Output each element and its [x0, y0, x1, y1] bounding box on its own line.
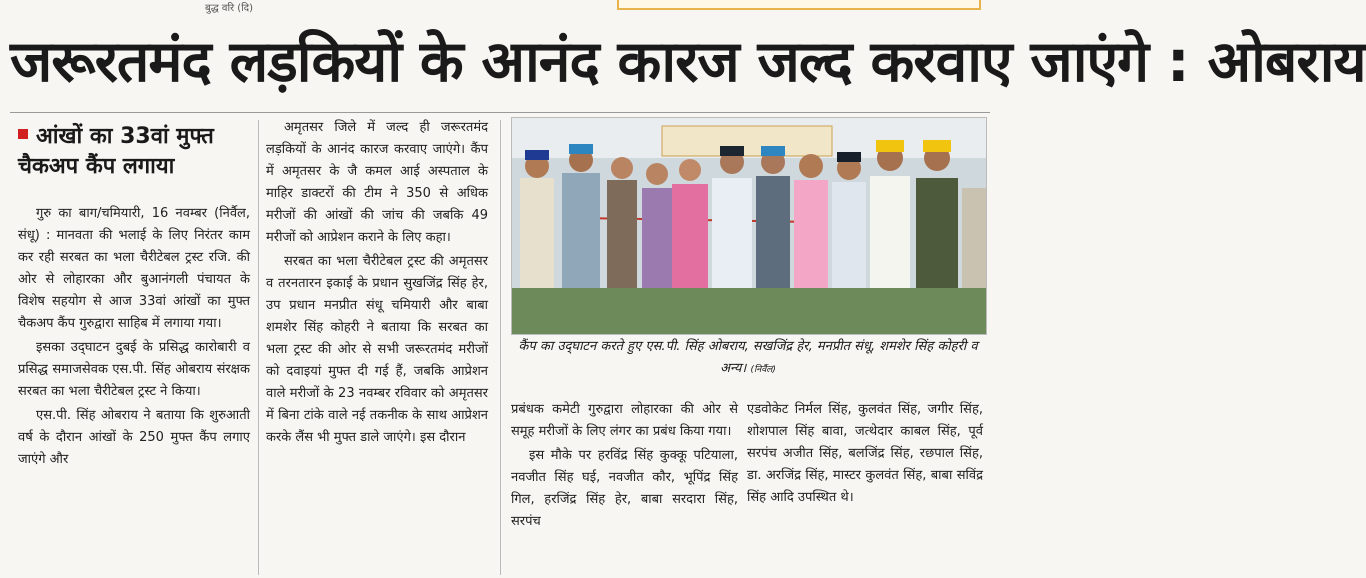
- top-fragment: बुद्ध वरि (दि): [205, 3, 254, 14]
- col1-para-3: एस.पी. सिंह ओबराय ने बताया कि शुरुआती वर्ष के दौरान आंखों के 250 मुफ्त कैंप लगाए जाएंगे और: [18, 408, 250, 467]
- column-3: [511, 399, 738, 575]
- col3-para-2: इस मौके पर हरविंद्र सिंह कुक्कू पटियाला, नवजीत सिंह घई, नवजीत कौर, भूपिंद्र सिंह गिल, हरजिंद्र सिंह हेर, बाबा सरदारा सिंह, सरपंच: [511, 448, 738, 529]
- column-4: [747, 399, 983, 575]
- top-box: [617, 0, 981, 10]
- photo-caption: [511, 336, 985, 381]
- column-2: [266, 117, 488, 575]
- col2-para-2: सरबत का भला चैरीटेबल ट्रस्ट की अमृतसर व तरनतारन इकाई के प्रधान सुखजिंद्र सिंह हेर, उप प्रधान मनप्रीत संधू चमियारी और बाबा शमशेर सिंह कोहरी ने बताया कि सरबत का भला ट्रस्ट की ओर से सभी जरूरतमंद मरीजों को दवाइयां मुफ्त दी गई हैं, जबकि आप्रेशन वाले मरीजों के 23 नवम्बर रविवार को अमृतसर में बिना टांके वाले नई तकनीक के साथ आप्रेशन करके लैंस भी मुफ्त डाले जाएंगे। इस दौरान: [266, 254, 488, 445]
- column-divider: [500, 120, 501, 575]
- headline: जरूरतमंद लड़कियों के आनंद कारज जल्द करवाए जाएंगे : ओबराय: [10, 29, 1366, 95]
- column-1: [18, 203, 250, 575]
- top-strip: [0, 0, 1000, 16]
- caption-text: कैंप का उद्‌घाटन करते हुए एस.पी. सिंह ओबराय, सखजिंद्र हेर, मनप्रीत संधू, शमशेर सिंह कोहरी व अन्य।: [518, 339, 978, 376]
- subhead: [18, 122, 258, 182]
- col1-para-2: इसका उद्‌घाटन दुबई के प्रसिद्ध कारोबारी व प्रसिद्ध समाजसेवक एस.पी. सिंह ओबराय संरक्षक सरबत का भला चैरीटेबल ट्रस्ट ने किया।: [18, 340, 250, 399]
- caption-source: (निर्वैल): [750, 365, 776, 375]
- headline-rule: [10, 112, 990, 113]
- bullet-icon: [18, 129, 28, 139]
- col3-para-1: प्रबंधक कमेटी गुरुद्वारा लोहारका की ओर से समूह मरीजों के लिए लंगर का प्रबंध किया गया।: [511, 402, 738, 439]
- col1-para-1: गुरु का बाग/चमियारी, 16 नवम्बर (निर्वैल, संधू) : मानवता की भलाई के लिए निरंतर काम कर रही सरबत का भला चैरीटेबल ट्रस्ट रजि. की ओर से लोहारका और बुआनंगली पंचायत के विशेष सहयोग से आज 33वां आंखों का मुफ्त चैकअप कैंप गुरुद्वारा साहिब में लगाया गया।: [18, 206, 250, 331]
- col4-para-1: एडवोकेट निर्मल सिंह, कुलवंत सिंह, जगीर सिंह, शोशपाल सिंह बावा, जत्थेदार काबल सिंह, पूर्व सरपंच अजीत सिंह, बलजिंद्र सिंह, रछपाल सिंह, डा. अरजिंद्र सिंह, मास्टर कुलवंत सिंह, बाबा सविंद्र सिंह आदि उपस्थित थे।: [747, 402, 983, 505]
- event-photo: [511, 117, 987, 335]
- col2-para-1: अमृतसर जिले में जल्द ही जरूरतमंद लड़कियों के आनंद कारज करवाए जाएंगे। कैंप में अमृतसर के जै कमल आई अस्पताल के माहिर डाक्टरों की टीम ने 350 से अधिक मरीजों की आंखों की जांच की जबकि 49 मरीजों को आप्रेशन कराने के लिए कहा।: [266, 120, 488, 245]
- subhead-text: आंखों का 33वां मुफ्त चैकअप कैंप लगाया: [18, 124, 214, 179]
- column-divider: [258, 120, 259, 575]
